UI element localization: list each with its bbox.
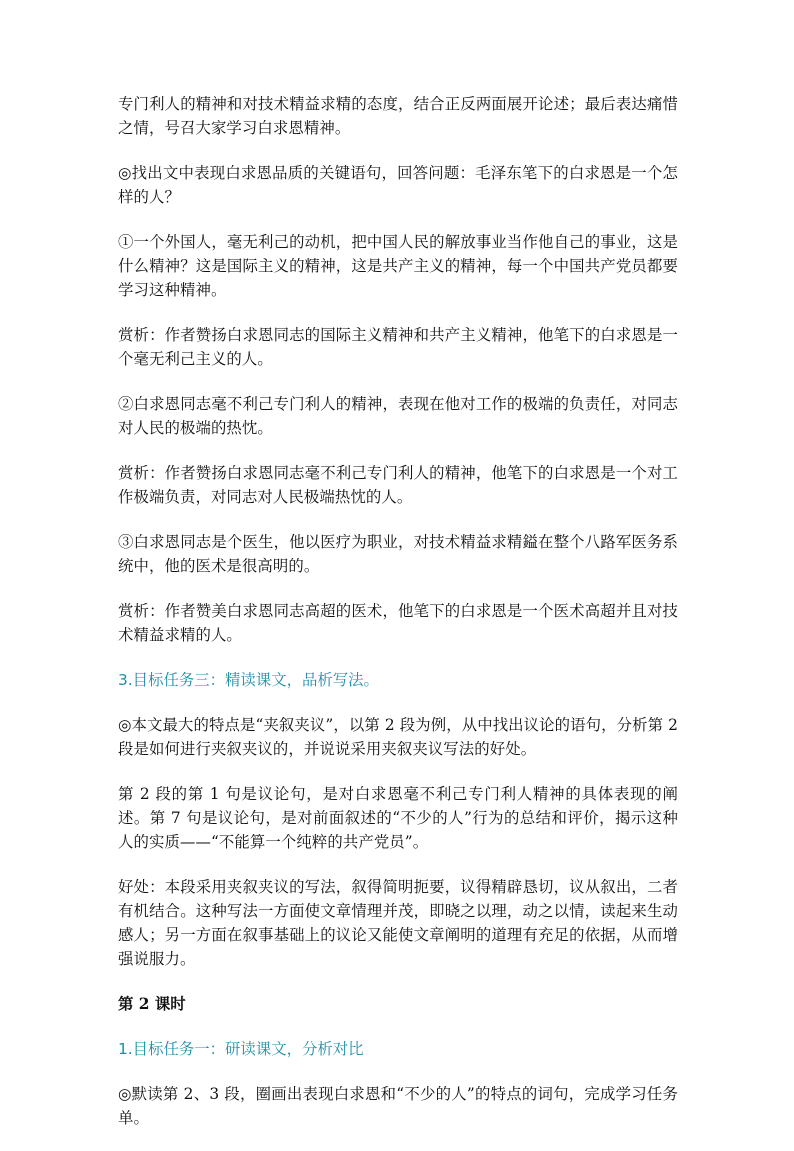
quote-paragraph-2: ②白求恩同志毫不利己专门利人的精神，表现在他对工作的极端的负责任，对同志对人民的极端的热忱。 — [118, 395, 678, 437]
paragraph-summary: 专门利人的精神和对技术精益求精的态度，结合正反两面展开论述；最后表达痛惜之情，号召大家学习白求恩精神。 — [118, 95, 678, 137]
lesson-heading: 第 2 课时 — [118, 995, 186, 1013]
analysis-paragraph-2: 赏析：作者赞扬白求恩同志毫不利己专门利人的精神，他笔下的白求恩是一个对工作极端负责，对同志对人民极端热忱的人。 — [118, 464, 678, 506]
document-page — [118, 92, 678, 1151]
task-heading-3: 3.目标任务三：精读课文，品析写法。 — [118, 671, 379, 689]
quote-paragraph-3: ③白求恩同志是个医生，他以医疗为职业，对技术精益求精鎰在整个八路军医务系统中，他的医术是很高明的。 — [118, 533, 678, 575]
analysis-paragraph-1: 赏析：作者赞扬白求恩同志的国际主义精神和共产主义精神，他笔下的白求恩是一个毫无利己主义的人。 — [118, 326, 678, 368]
task-heading-1: 1.目标任务一：研读课文，分析对比 — [118, 1040, 364, 1058]
question-paragraph: ◎找出文中表现白求恩品质的关键语句，回答问题：毛泽东笔下的白求恩是一个怎样的人？ — [118, 164, 678, 206]
benefit-paragraph: 好处：本段采用夹叙夹议的写法，叙得简明扼要，议得精辟恳切，议从叙出，二者有机结合。这种写法一方面使文章情理并茂，即晓之以理，动之以情，读起来生动感人；另一方面在叙事基础上的议论又能使文章阐明的道理有充足的依据，从而增强说服力。 — [118, 878, 678, 968]
quote-paragraph-1: ①一个外国人，毫无利己的动机，把中国人民的解放事业当作他自己的事业，这是什么精神？这是国际主义的精神，这是共产主义的精神，每一个中国共产党员都要学习这种精神。 — [118, 233, 678, 299]
task-question-paragraph: ◎本文最大的特点是“夹叙夹议”，以第 2 段为例，从中找出议论的语句，分析第 2 段是如何进行夹叙夹议的，并说说采用夹叙夹议写法的好处。 — [118, 716, 678, 758]
reading-task-paragraph: ◎默读第 2、3 段，圈画出表现白求恩和“不少的人”的特点的词句，完成学习任务单。 — [118, 1085, 678, 1127]
task-answer-paragraph: 第 2 段的第 1 句是议论句，是对白求恩毫不利己专门利人精神的具体表现的阐述。第 7 句是议论句，是对前面叙述的“不少的人”行为的总结和评价，揭示这种人的实质——“不能算一个纯粹的共产党员”。 — [118, 785, 678, 851]
analysis-paragraph-3: 赏析：作者赞美白求恩同志高超的医术，他笔下的白求恩是一个医术高超并且对技术精益求精的人。 — [118, 602, 678, 644]
